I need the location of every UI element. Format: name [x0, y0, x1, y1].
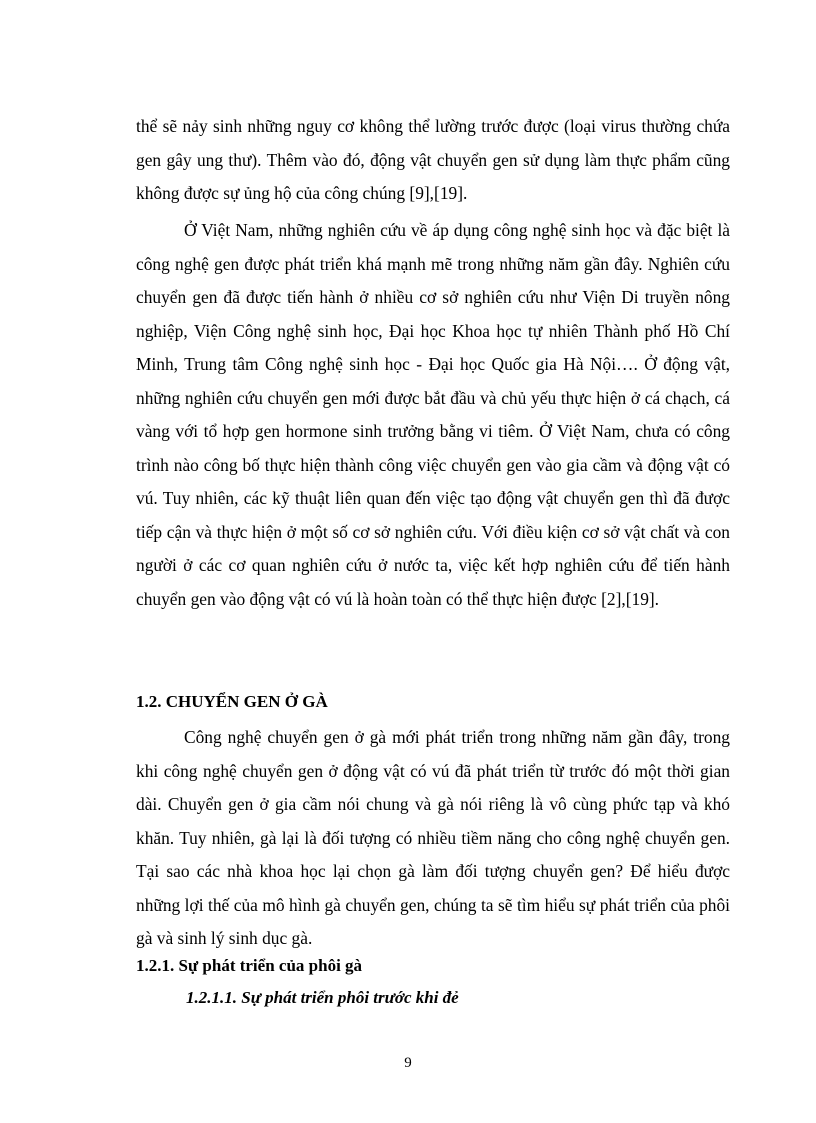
- subsubsection-heading: 1.2.1.1. Sự phát triển phôi trước khi đẻ: [186, 988, 459, 1007]
- subsection-heading: 1.2.1. Sự phát triển của phôi gà: [136, 956, 363, 975]
- page-number: 9: [404, 1055, 412, 1071]
- paragraph-continuation: thể sẽ nảy sinh những nguy cơ không thể lường trước được (loại virus thường chứa gen gây ung thư). Thêm vào đó, động vật chuyển gen sử dụng làm thực phẩm cũng không được sự ủng hộ của công chúng [9],[19].: [136, 116, 730, 203]
- paragraph-vietnam-research: Ở Việt Nam, những nghiên cứu về áp dụng công nghệ sinh học và đặc biệt là công nghệ gen được phát triển khá mạnh mẽ trong những năm gần đây. Nghiên cứu chuyển gen đã được tiến hành ở nhiều cơ sở nghiên cứu như Viện Di truyền nông nghiệp, Viện Công nghệ sinh học, Đại học Khoa học tự nhiên Thành phố Hồ Chí Minh, Trung tâm Công nghệ sinh học - Đại học Quốc gia Hà Nội…. Ở động vật, những nghiên cứu chuyển gen mới được bắt đầu và chủ yếu thực hiện ở cá chạch, cá vàng với tổ hợp gen hormone sinh trưởng bằng vi tiêm. Ở Việt Nam, chưa có công trình nào công bố thực hiện thành công việc chuyển gen vào gia cầm và động vật có vú. Tuy nhiên, các kỹ thuật liên quan đến việc tạo động vật chuyển gen thì đã được tiếp cận và thực hiện ở một số cơ sở nghiên cứu. Với điều kiện cơ sở vật chất và con người ở các cơ quan nghiên cứu ở nước ta, việc kết hợp nghiên cứu để tiến hành chuyển gen vào động vật có vú là hoàn toàn có thể thực hiện được [2],[19].: [136, 220, 730, 609]
- section-heading: 1.2. CHUYỂN GEN Ở GÀ: [136, 692, 328, 711]
- paragraph-chicken-transgenic: Công nghệ chuyển gen ở gà mới phát triển trong những năm gần đây, trong khi công nghệ chuyển gen ở động vật có vú đã phát triển từ trước đó một thời gian dài. Chuyển gen ở gia cầm nói chung và gà nói riêng là vô cùng phức tạp và khó khăn. Tuy nhiên, gà lại là đối tượng có nhiều tiềm năng cho công nghệ chuyển gen. Tại sao các nhà khoa học lại chọn gà làm đối tượng chuyển gen? Để hiểu được những lợi thế của mô hình gà chuyển gen, chúng ta sẽ tìm hiểu sự phát triển của phôi gà và sinh lý sinh dục gà.: [136, 727, 730, 948]
